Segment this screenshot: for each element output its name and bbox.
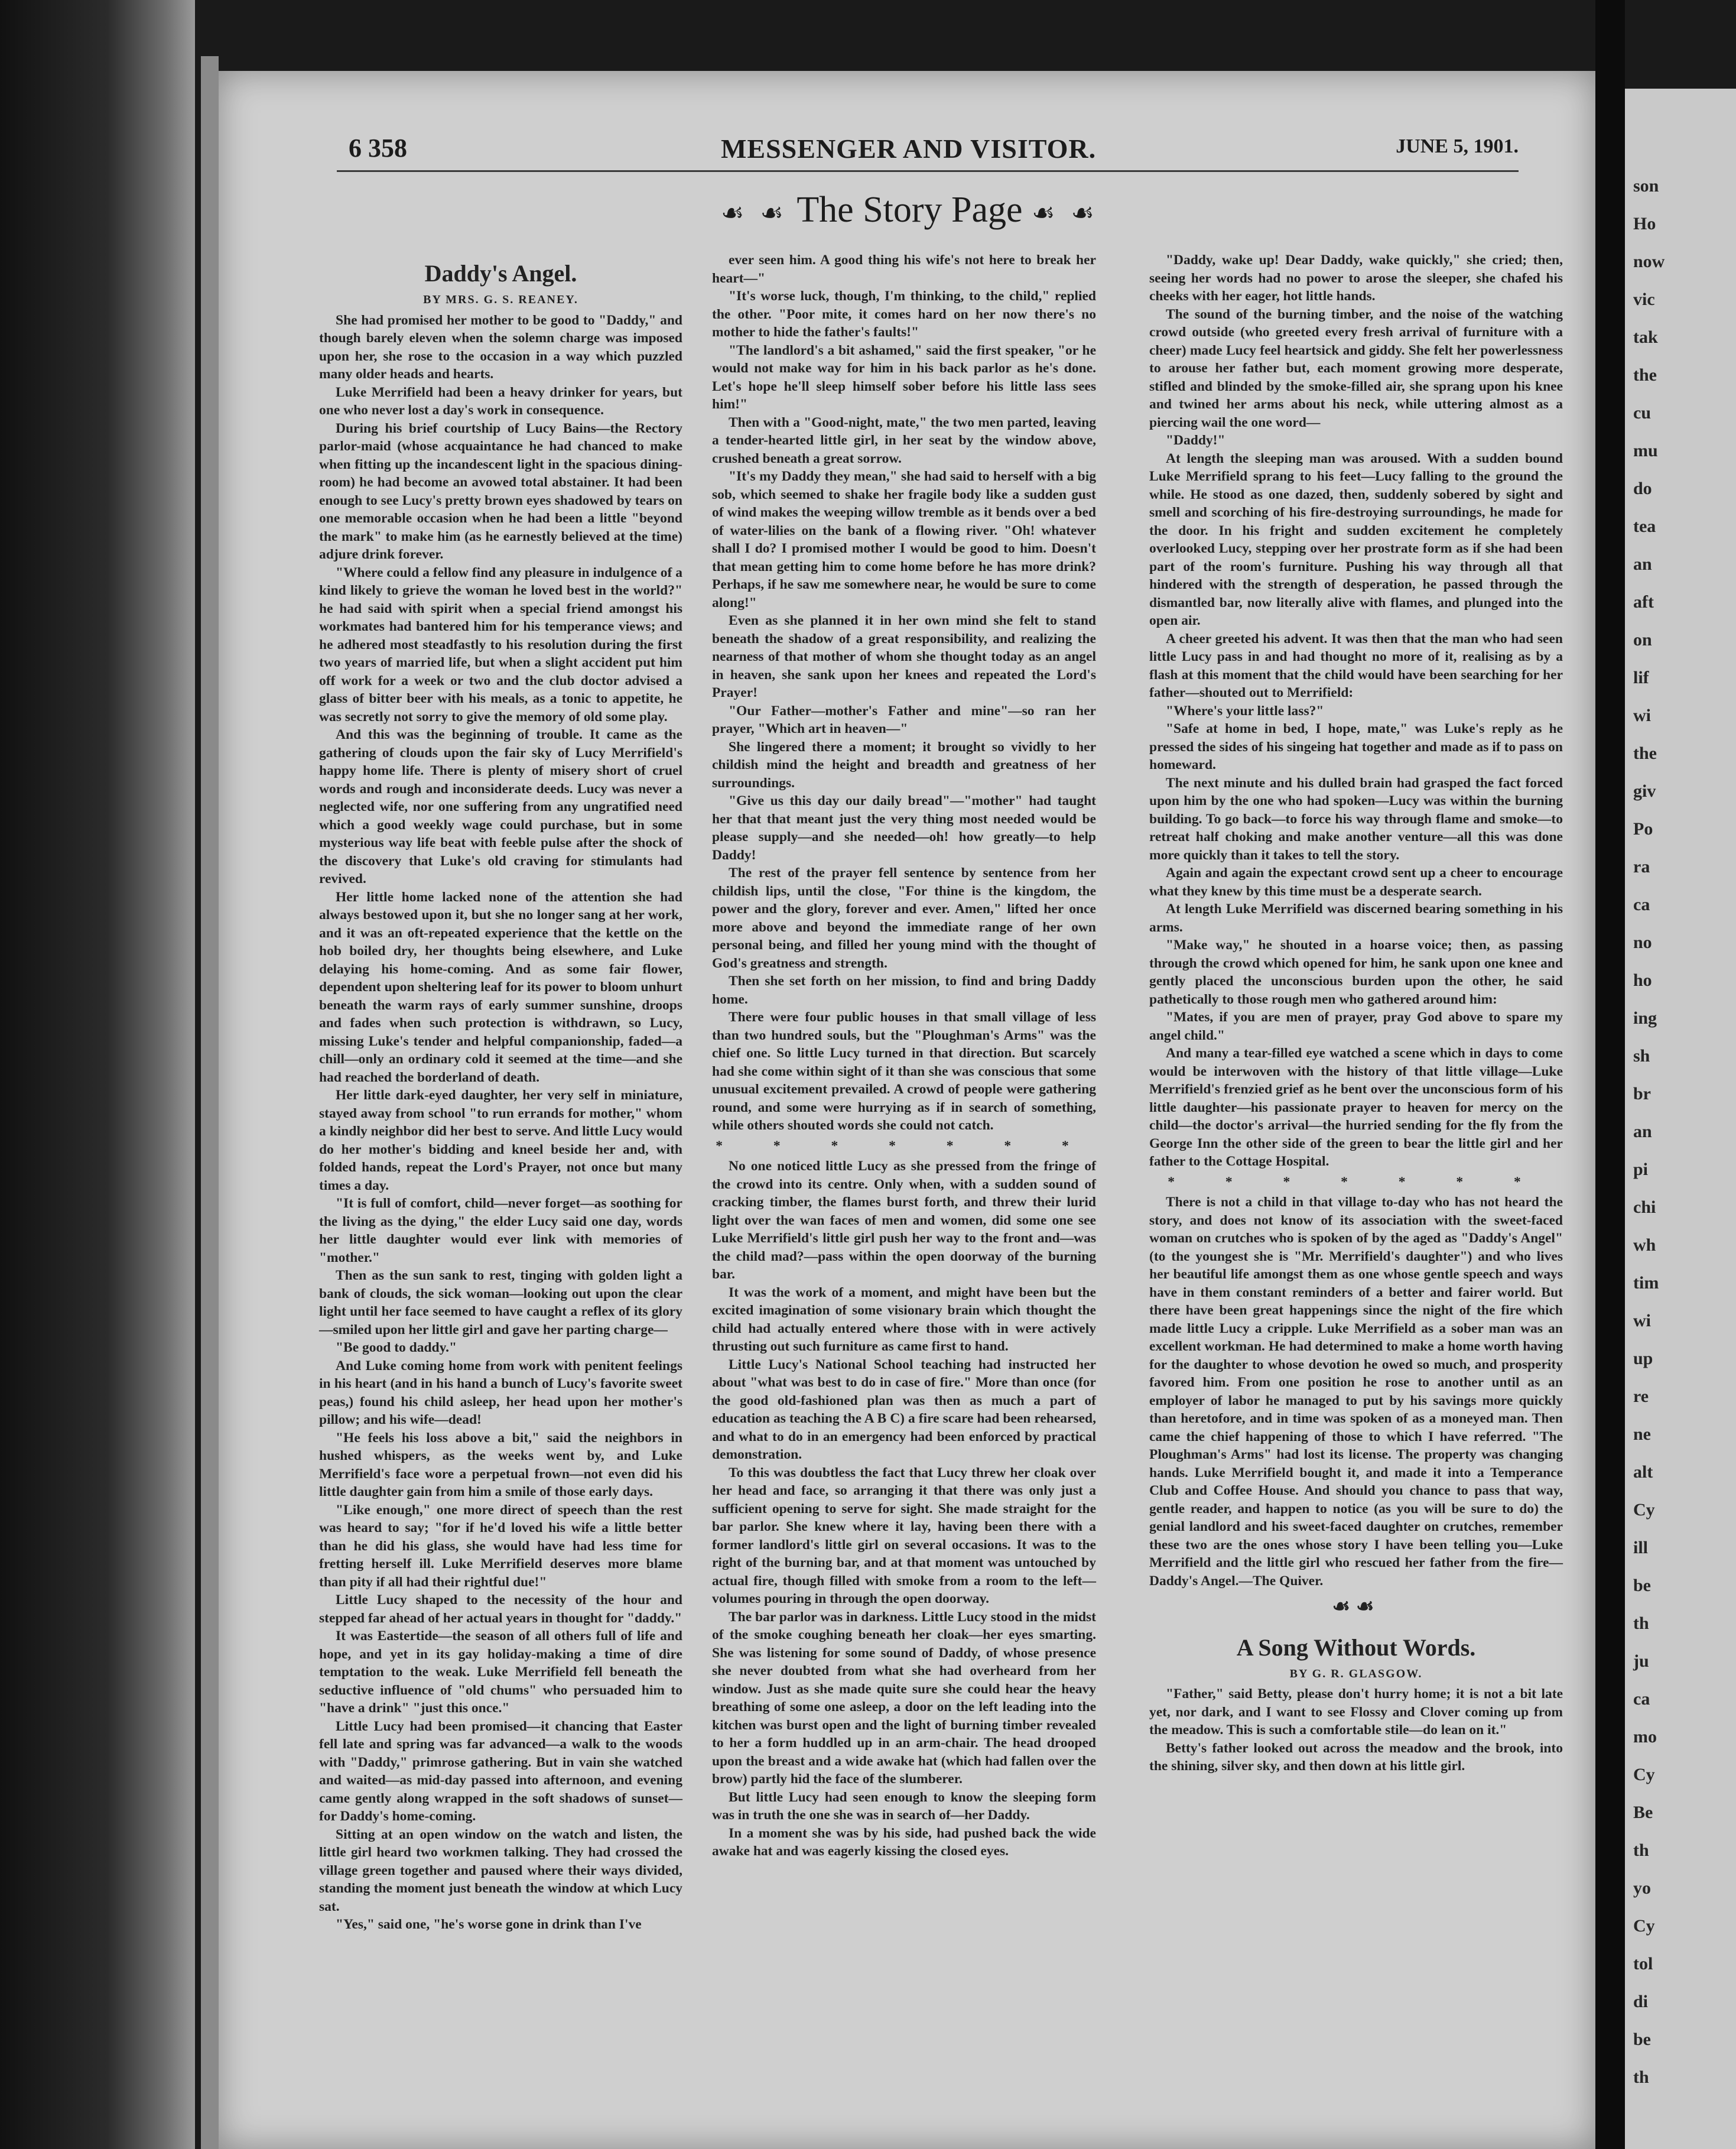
- paragraph: Luke Merrifield had been a heavy drinker for years, but one who never lost a day's work in consequence.: [319, 384, 682, 418]
- facing-page-fragment: an: [1633, 1122, 1652, 1141]
- facing-page-fragment: mu: [1633, 441, 1658, 460]
- story-title: Daddy's Angel.: [424, 260, 577, 287]
- paragraph: "Where's your little lass?": [1166, 703, 1324, 719]
- paragraph: "Make way," he shouted in a hoarse voice; then, as passing through the crowd which opened for him, he sank upon one knee and gently placed the unconscious burden upon the other, he said pathetically to those rough men who gathered around him:: [1149, 937, 1563, 1007]
- paragraph: "Be good to daddy.": [336, 1340, 457, 1355]
- paragraph: "Father," said Betty, please don't hurry home; it is not a bit late yet, nor dark, and I want to see Flossy and Clover coming up from the meadow. This is such a comfortable stile—do lean on it.": [1149, 1686, 1563, 1738]
- facing-page-fragment: Cy: [1633, 1500, 1655, 1520]
- facing-page-fragment: ra: [1633, 857, 1650, 877]
- paragraph: To this was doubtless the fact that Lucy threw her cloak over her head and face, so arranging it that there was only just a sufficient opening to serve for sight. She made straight for the bar parlor. She knew where it lay, having been there with a former landlord's little girl on several occasions. It was to the right of the burning bar, and at that moment was untouched by actual fire, though filled with smoke from a room to the left—volumes pouring in through the open doorway.: [712, 1465, 1096, 1606]
- leaf-ornament-icon: ☙☙: [1332, 1596, 1380, 1618]
- facing-page-fragment: di: [1633, 1992, 1649, 2011]
- paragraph: Betty's father looked out across the meadow and the brook, into the shining, silver sky, and then down at his little girl.: [1149, 1740, 1563, 1774]
- paragraph: "Like enough," one more direct of speech than the rest was heard to say; "for if he'd loved his wife a little better than he did his glass, she would have had less time for fretting herself ill. Luke Merrifield deserves more blame than pity if all had their rightful due!": [319, 1502, 682, 1590]
- paragraph: She lingered there a moment; it brought so vividly to her childish mind the height and breadth and greatness of her surroundings.: [712, 739, 1096, 791]
- paragraph: "Mates, if you are men of prayer, pray God above to spare my angel child.": [1149, 1009, 1563, 1043]
- facing-page-fragment: the: [1633, 744, 1657, 763]
- column-1-body: [319, 311, 682, 1934]
- facing-page-fragment: cu: [1633, 403, 1651, 423]
- page-header: [337, 133, 1519, 168]
- facing-page-fragment: Be: [1633, 1803, 1653, 1822]
- paragraph: The next minute and his dulled brain had grasped the fact forced upon him by the one who had spoken—Lucy was within the burning building. To go back—to force his way through flame and smoke—to retreat half choking and make another venture—all this was done more quickly than it takes to tell the story.: [1149, 775, 1563, 863]
- facing-page-fragment: now: [1633, 252, 1665, 271]
- second-story-title: A Song Without Words.: [1236, 1634, 1476, 1661]
- paragraph: "It's my Daddy they mean," she had said to herself with a big sob, which seemed to shake her fragile body like a sudden gust of wind makes the weeping willow tremble as it bends over a bed of water-lilies on the bank of a flowing river. "Oh! whatever shall I do? I promised mother I would be good to him. Doesn't that mean getting him to come home before he has more drink? Perhaps, if he saw me somewhere near, he would be sure to come along!": [712, 469, 1096, 611]
- facing-page-fragment: chi: [1633, 1197, 1656, 1217]
- facing-page-fragment: Cy: [1633, 1765, 1655, 1784]
- facing-page-fragment: ne: [1633, 1424, 1651, 1444]
- facing-page-fragment: on: [1633, 630, 1652, 650]
- header-rule: [337, 170, 1519, 172]
- paper-title: MESSENGER AND VISITOR.: [721, 134, 1097, 164]
- facing-page-fragment: aft: [1633, 592, 1654, 612]
- facing-page-fragment: yo: [1633, 1878, 1651, 1898]
- column-3: [1149, 251, 1563, 1775]
- facing-page-edge: [1625, 89, 1736, 2149]
- facing-page-fragment: sh: [1633, 1046, 1650, 1066]
- facing-page-fragment: do: [1633, 479, 1652, 498]
- paragraph: "It is full of comfort, child—never forget—as soothing for the living as the dying," the elder Lucy said one day, words her little daughter would ever link with memories of "mother.": [319, 1196, 682, 1265]
- paragraph: "The landlord's a bit ashamed," said the first speaker, "or he would not make way for him in his back parlor as he's done. Let's hope he'll sleep himself sober before his little lass sees him!": [712, 342, 1096, 412]
- issue-date: JUNE 5, 1901.: [1396, 135, 1519, 157]
- facing-page-fragment: mo: [1633, 1727, 1657, 1747]
- facing-page-fragment: ju: [1633, 1651, 1649, 1671]
- facing-page-fragment: Po: [1633, 819, 1653, 839]
- facing-page-fragment: alt: [1633, 1462, 1653, 1482]
- paragraph: Her little home lacked none of the attention she had always bestowed upon it, but she no longer sang at her work, and it was an oft-repeated experience that the kettle on the hob boiled dry, her thoughts being elsewhere, and Luke delaying his home-coming. And as some fair flower, dependent upon sheltering leaf for its power to bloom unhurt beneath the warm rays of early summer sunshine, droops and fades when such protection is withdrawn, so Lucy, missing Luke's tender and helpful companionship, faded—a chill—only an ordinary cold it seemed at the time—and she had reached the borderland of death.: [319, 889, 682, 1085]
- paragraph: And Luke coming home from work with penitent feelings in his heart (and in his hand a bunch of Lucy's favorite sweet peas,) found his child asleep, her head upon her mother's pillow; and his wife—dead!: [319, 1358, 682, 1427]
- paragraph: Little Lucy shaped to the necessity of the hour and stepped far ahead of her actual years in thought for "daddy.": [319, 1592, 682, 1626]
- paragraph: Again and again the expectant crowd sent up a cheer to encourage what they knew by this time must be a desperate search.: [1149, 865, 1563, 899]
- paragraph: But little Lucy had seen enough to know the sleeping form was in truth the one she was in search of—her Daddy.: [712, 1789, 1096, 1823]
- paragraph: "Safe at home in bed, I hope, mate," was Luke's reply as he pressed the sides of his singeing hat together and made as if to pass on homeward.: [1149, 721, 1563, 772]
- paragraph: Little Lucy's National School teaching had instructed her about "what was best to do in case of fire." More than once (for the good old-fashioned plan was then as much a part of education as teaching the A B C) a fire scare had been rehearsed, and what to do in an emergency had been enforced by practical demonstration.: [712, 1356, 1096, 1462]
- facing-page-fragment: the: [1633, 365, 1657, 385]
- paragraph: "He feels his loss above a bit," said the neighbors in hushed whispers, as the weeks went by, and Luke Merrifield's face wore a perpetual frown—not even did his little daughter gain from him a smile of those early days.: [319, 1430, 682, 1499]
- second-story-body: [1149, 1685, 1563, 1775]
- facing-page-fragment: th: [1633, 2067, 1649, 2087]
- column-2-body: [712, 251, 1096, 1861]
- story-byline: BY MRS. G. S. REANEY.: [423, 293, 578, 306]
- paragraph: "Daddy, wake up! Dear Daddy, wake quickly," she cried; then, seeing her words had no power to arose the sleeper, she chafed his cheeks with her eager, hot little hands.: [1149, 252, 1563, 304]
- facing-page-fragment: tea: [1633, 517, 1656, 536]
- paragraph: No one noticed little Lucy as she pressed from the fringe of the crowd into its centre. Only when, with a sudden sound of cracking timber, the flames burst forth, and threw their lurid light over the wan faces of men and women, did some one see Luke Merrifield's little girl push her way to the front and—was the child mad?—pass within the open doorway of the burning bar.: [712, 1158, 1096, 1282]
- paragraph: Sitting at an open window on the watch and listen, the little girl heard two workmen talking. They had crossed the village green together and paused where their ways divided, standing the moment just beneath the window at which Lucy sat.: [319, 1826, 682, 1914]
- page-edge: [201, 56, 219, 2149]
- facing-page-fragment: pi: [1633, 1160, 1649, 1179]
- paragraph: "Our Father—mother's Father and mine"—so ran her prayer, "Which art in heaven—": [712, 703, 1096, 736]
- facing-page-fragment: re: [1633, 1387, 1649, 1406]
- facing-page-fragment: wi: [1633, 1311, 1651, 1330]
- paragraph: "It's worse luck, though, I'm thinking, to the child," replied the other. "Poor mite, it comes hard on her now there's no mother to hide the father's faults!": [712, 288, 1096, 340]
- paragraph: "Where could a fellow find any pleasure in indulgence of a kind likely to grieve the woman he loved best in the world?" he had said with spirit when a special friend amongst his workmates had bantered him for his temperance views; and he adhered most steadfastly to his resolution during the first two years of married life, but when a slight accident put him off work for a week or two and the club doctor advised a glass of bitter beer with his meals, as a tonic to appetite, he was secretly not sorry to give the memory of old some play.: [319, 564, 682, 725]
- facing-page-fragment: giv: [1633, 781, 1656, 801]
- facing-page-fragment: an: [1633, 554, 1652, 574]
- paragraph: Her little dark-eyed daughter, her very self in miniature, stayed away from school "to run errands for mother," whom a kindly neighbor did her best to serve. And little Lucy would do her mother's bidding and kneel beside her and, with folded hands, repeat the Lord's Prayer, not once but many times a day.: [319, 1088, 682, 1193]
- facing-page-fragment: wh: [1633, 1235, 1656, 1255]
- facing-page-fragment: Cy: [1633, 1916, 1655, 1936]
- facing-page-fragment: tak: [1633, 327, 1658, 347]
- facing-page-fragment: lif: [1633, 668, 1649, 687]
- paragraph: In a moment she was by his side, had pushed back the wide awake hat and was eagerly kissing the closed eyes.: [712, 1825, 1096, 1859]
- facing-page-fragment: up: [1633, 1349, 1653, 1368]
- second-story-byline: BY G. R. GLASGOW.: [1289, 1667, 1423, 1680]
- facing-page-fragment: no: [1633, 933, 1652, 952]
- paragraph: It was Eastertide—the season of all others full of life and hope, and yet in its gay holiday-making a time of dire temptation to the weak. Luke Merrifield fell beneath the seductive influence of "old chums" who persuaded him to "have a drink" "just this once.": [319, 1628, 682, 1716]
- paragraph: The sound of the burning timber, and the noise of the watching crowd outside (who greeted every fresh arrival of furniture with a cheer) made Lucy feel heartsick and giddy. She felt her powerlessness to arouse her father but, each moment growing more desperate, stifled and blinded by the smoke-filled air, she sprang upon his knee and twined her arms about his neck, while uttering almost as a piercing wail the one word—: [1149, 306, 1563, 430]
- section-heading: [680, 189, 1140, 236]
- facing-page-fragment: vic: [1633, 290, 1655, 309]
- paragraph: It was the work of a moment, and might have been but the excited imagination of some visionary brain which thought the child had actually entered where those with in were actively thrusting out such furniture as came first to hand.: [712, 1284, 1096, 1354]
- paragraph: There is not a child in that village to-day who has not heard the story, and does not know of its association with the sweet-faced woman on crutches who is spoken of by the aged as "Daddy's Angel" (to the youngest she is "Mr. Merrifield's daughter") and who lives her beautiful life amongst them as one whose gentle speech and ways have in them constant reminders of a better and fairer world. But there have been great happenings since the night of the fire which made little Lucy a cripple. Luke Merrifield as a sober man was an excellent workman. He had determined to make a home worth having for the daughter to whose devotion he owed so much, and prosperity favored him. From one position he rose to another until as an employer of labor he managed to put by his savings more quickly than heretofore, and in time was spoken of as a moneyed man. Then came the chief happening of those to which I have referred. "The Ploughman's Arms" had lost its license. The property was changing hands. Luke Merrifield bought it, and made it into a Temperance Club and Coffee House. And should you chance to pass that way, gentle reader, and happen to notice (as you will be sure to do) the genial landlord and his sweet-faced daughter on crutches, remember these two are the ones whose story I have been telling you—Luke Merrifield and the little girl who rescued her father from the fire—Daddy's Angel.—The Quiver.: [1149, 1194, 1563, 1589]
- paragraph: "Yes," said one, "he's worse gone in drink than I've: [336, 1917, 642, 1932]
- paragraph: At length the sleeping man was aroused. With a sudden bound Luke Merrifield sprang to his feet—Lucy falling to the ground the while. He stood as one dazed, then, suddenly sobered by sight and smell and scorching of his fire-destroying surroundings, he made for the door. In his fright and sudden excitement he completely overlooked Lucy, stepping over her prostrate form as if she had been part of the room's furniture. Pushing his way through all that hindered with the strength of desperation, he passed through the dismantled bar, now literally alive with flames, and plunged into the open air.: [1149, 450, 1563, 628]
- facing-page-fragment: tol: [1633, 1954, 1653, 1973]
- paragraph: "Daddy!": [1166, 433, 1225, 448]
- paragraph: The rest of the prayer fell sentence by sentence from her childish lips, until the close, "For thine is the kingdom, the power and the glory, forever and ever. Amen," lifted her once more above and beyond the immediate range of her own personal being, and filled her young mind with the thought of God's greatness and strength.: [712, 865, 1096, 971]
- leaf-ornament-icon: ☙ ☙: [721, 199, 788, 228]
- paragraph: Then as the sun sank to rest, tinging with golden light a bank of clouds, the sick woman—looking out upon the clear light until her face seemed to have caught a reflex of its glory—smiled upon her little girl and gave her parting charge—: [319, 1268, 682, 1338]
- paragraph: * * * * * * *: [716, 1138, 1093, 1154]
- section-title: The Story Page: [797, 190, 1023, 230]
- facing-page-fragment: tim: [1633, 1273, 1659, 1293]
- leaf-ornament-icon: ☙ ☙: [1032, 199, 1099, 228]
- paragraph: At length Luke Merrifield was discerned bearing something in his arms.: [1149, 901, 1563, 935]
- page-number: 6 358: [349, 134, 407, 163]
- facing-page-fragment: Ho: [1633, 214, 1656, 233]
- facing-page-fragment: son: [1633, 176, 1659, 196]
- book-gutter: [1595, 0, 1625, 2149]
- paragraph: The bar parlor was in darkness. Little Lucy stood in the midst of the smoke coughing beneath her cloak—her eyes smarting. She was listening for some sound of Daddy, of whose presence she never doubted from what she had overheard from her window. Just as she made quite sure she could hear the heavy breathing of some one asleep, a door on the left leading into the kitchen was burst open and the light of burning timber revealed to her a form huddled up in an arm-chair. The head drooped upon the breast and a wide awake hat (which had fallen over the brow) partly hid the face of the slumberer.: [712, 1609, 1096, 1787]
- paragraph: During his brief courtship of Lucy Bains—the Rectory parlor-maid (whose acquaintance he had chanced to make when fitting up the incandescent light in the spacious dining-room) he had become an avowed total abstainer. It had been enough to see Lucy's pretty brown eyes shadowed by tears on one memorable occasion when he had been a little "beyond the mark" to make him (as he earnestly believed at the time) adjure drink forever.: [319, 420, 682, 562]
- column-2: [712, 251, 1096, 1861]
- facing-page-fragment: ill: [1633, 1538, 1649, 1557]
- paragraph: There were four public houses in that small village of less than two hundred souls, but the "Ploughman's Arms" was the chief one. So little Lucy turned in that direction. But scarcely had she come within sight of it than she was conscious that some unusual excitement prevailed. A crowd of people were gathering round, and some were hurrying as if in search of something, while others shouted words she could not catch.: [712, 1009, 1096, 1133]
- facing-page-fragment: ca: [1633, 1689, 1650, 1709]
- paragraph: She had promised her mother to be good to "Daddy," and though barely eleven when the solemn charge was imposed upon her, she rose to the occasion in a way which puzzled many older heads and hearts.: [319, 312, 682, 382]
- facing-page-fragment: be: [1633, 2030, 1651, 2049]
- paragraph: Then with a "Good-night, mate," the two men parted, leaving a tender-hearted little girl, in her seat by the window above, crushed beneath a great sorrow.: [712, 414, 1096, 466]
- book-spine: [0, 0, 195, 2149]
- facing-page-fragment: ing: [1633, 1008, 1657, 1028]
- paragraph: Then she set forth on her mission, to find and bring Daddy home.: [712, 973, 1096, 1007]
- facing-page-fragment: wi: [1633, 706, 1651, 725]
- facing-page-fragment: be: [1633, 1576, 1651, 1595]
- facing-page-fragment: th: [1633, 1840, 1649, 1860]
- facing-page-fragment: br: [1633, 1084, 1651, 1103]
- paragraph: A cheer greeted his advent. It was then that the man who had seen little Lucy pass in and had thought no more of it, realising as by a flash at this moment that the child would have been searching for her father—shouted out to Merrifield:: [1149, 631, 1563, 700]
- facing-page-fragment: ca: [1633, 895, 1650, 914]
- paragraph: And this was the beginning of trouble. It came as the gathering of clouds upon the fair sky of Lucy Merrifield's happy home life. There is plenty of misery short of cruel words and rough and inconsiderate deeds. Lucy was never a neglected wife, nor one suffering from any ungratified need which a good weekly wage could purchase, but in some mysterious way life beat with feeble pulse after the shock of the discovery that Luke's old craving for stimulants had revived.: [319, 727, 682, 887]
- paragraph: ever seen him. A good thing his wife's not here to break her heart—": [712, 252, 1096, 286]
- facing-page-fragment: th: [1633, 1614, 1649, 1633]
- facing-page-fragment: ho: [1633, 970, 1652, 990]
- paragraph: * * * * * * *: [1168, 1174, 1545, 1190]
- paragraph: And many a tear-filled eye watched a scene which in days to come would be interwoven with the history of that little village—Luke Merrifield's frenzied grief as he bent over the unconscious form of his little daughter—his passionate prayer to heaven for mercy on the child—the doctor's arrival—the hurried sending for the fly from the George Inn the other side of the green to bear the little girl and her father to the Cottage Hospital.: [1149, 1046, 1563, 1169]
- paragraph: Even as she planned it in her own mind she felt to stand beneath the shadow of a great responsibility, and realizing the nearness of that mother of whom she thought today as an angel in heaven, she sank upon her knees and repeated the Lord's Prayer!: [712, 613, 1096, 700]
- paragraph: "Give us this day our daily bread"—"mother" had taught her that that meant just the very thing most needed would be please supply—and she needed—oh! how greatly—to help Daddy!: [712, 793, 1096, 863]
- column-3-body: [1149, 251, 1563, 1590]
- paragraph: Little Lucy had been promised—it chancing that Easter fell late and spring was far advanced—a walk to the woods with "Daddy," primrose gathering. But in vain she watched and waited—as mid-day passed into afternoon, and evening came gently along wrapped in the soft shadows of sunset—for Daddy's home-coming.: [319, 1718, 682, 1824]
- column-1: [319, 242, 682, 1934]
